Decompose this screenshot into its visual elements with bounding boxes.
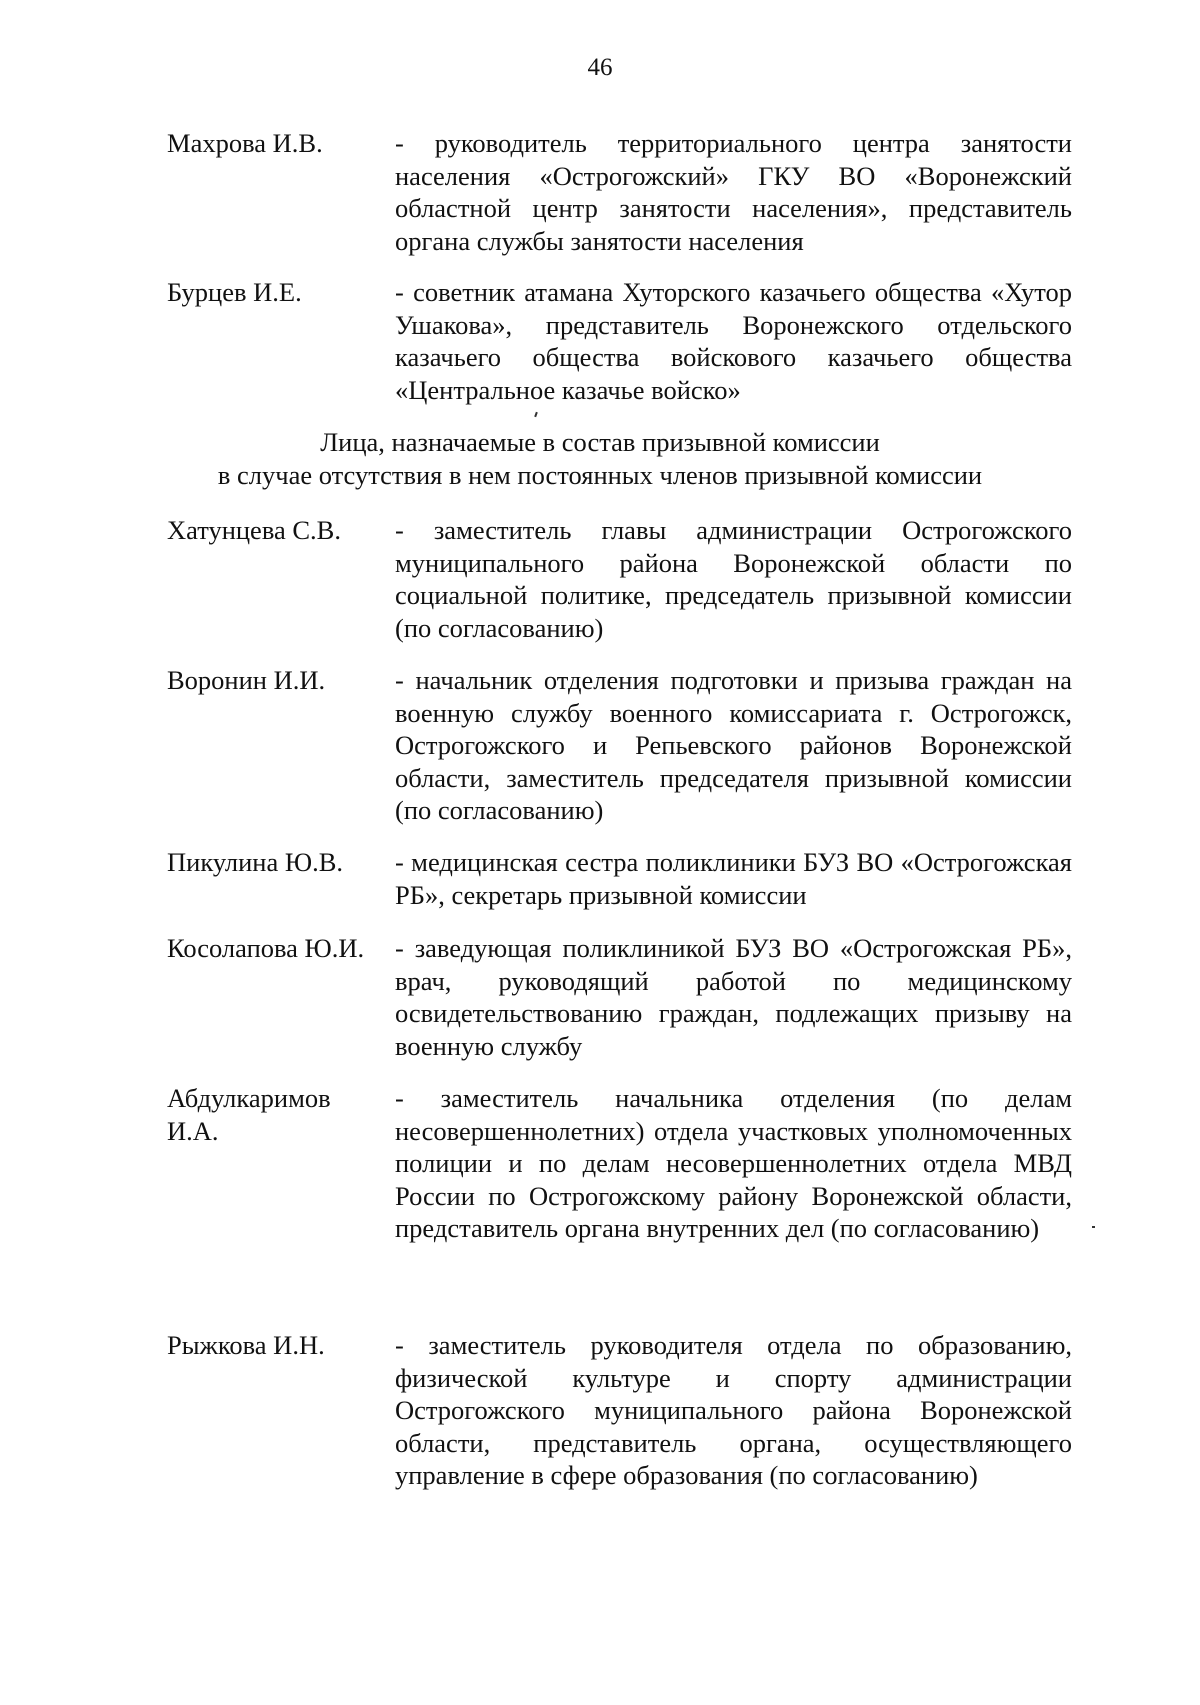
member-description: - советник атамана Хуторского казачьего общества «Хутор Ушакова», представитель Воронежского отдельского казачьего общества войскового казачьего общества «Центральное казачье войско» (395, 277, 1072, 405)
member-name: Абдулкаримов И.А. (167, 1083, 331, 1146)
section-heading-line1: Лица, назначаемые в состав призывной комиссии (320, 427, 880, 457)
member-description: - заместитель руководителя отдела по образованию, физической культуре и спорту администрации Острогожского муниципального района Воронежской области, представитель органа, осуществляющего управление в сфере образования (по согласованию) (395, 1330, 1072, 1490)
member-entry (167, 846, 1072, 911)
section-heading (0, 426, 1200, 491)
member-name: Пикулина Ю.В. (167, 847, 344, 877)
member-name: Махрова И.В. (167, 128, 323, 158)
member-entry (167, 276, 1072, 406)
member-name: Воронин И.И. (167, 665, 326, 695)
member-name: Бурцев И.Е. (167, 277, 302, 307)
member-entry (167, 1082, 1072, 1245)
page-number: 46 (587, 54, 613, 81)
scan-speck (1092, 1226, 1095, 1228)
member-name: Рыжкова И.Н. (167, 1330, 325, 1360)
member-description: - медицинская сестра поликлиники БУЗ ВО «Острогожская РБ», секретарь призывной комиссии (395, 847, 1072, 910)
section-heading-line2: в случае отсутствия в нем постоянных членов призывной комиссии (217, 459, 983, 490)
member-description: - руководитель территориального центра занятости населения «Острогожский» ГКУ ВО «Воронежский областной центр занятости населения», представитель органа службы занятости населения (395, 128, 1072, 256)
member-description: - заместитель начальника отделения (по делам несовершеннолетних) отдела участковых уполномоченных полиции и по делам несовершеннолетних отдела МВД России по Острогожскому району Воронежской области, представитель органа внутренних дел (по согласованию) (395, 1083, 1072, 1243)
member-entry (167, 127, 1072, 257)
member-entry (167, 1329, 1072, 1492)
member-entry (167, 514, 1072, 644)
member-name: Косолапова Ю.И. (167, 933, 365, 963)
member-entry (167, 664, 1072, 827)
member-description: - заведующая поликлиникой БУЗ ВО «Острогожская РБ», врач, руководящий работой по медицинскому освидетельствованию граждан, подлежащих призыву на военную службу (395, 933, 1072, 1061)
member-description: - начальник отделения подготовки и призыва граждан на военную службу военного комиссариата г. Острогожск, Острогожского и Репьевского районов Воронежской области, заместитель председателя призывной комиссии (по согласованию) (395, 665, 1072, 825)
member-description: - заместитель главы администрации Острогожского муниципального района Воронежской области по социальной политике, председатель призывной комиссии (по согласованию) (395, 515, 1072, 643)
member-name: Хатунцева С.В. (167, 515, 341, 545)
member-entry (167, 932, 1072, 1062)
scan-speck (534, 412, 538, 417)
